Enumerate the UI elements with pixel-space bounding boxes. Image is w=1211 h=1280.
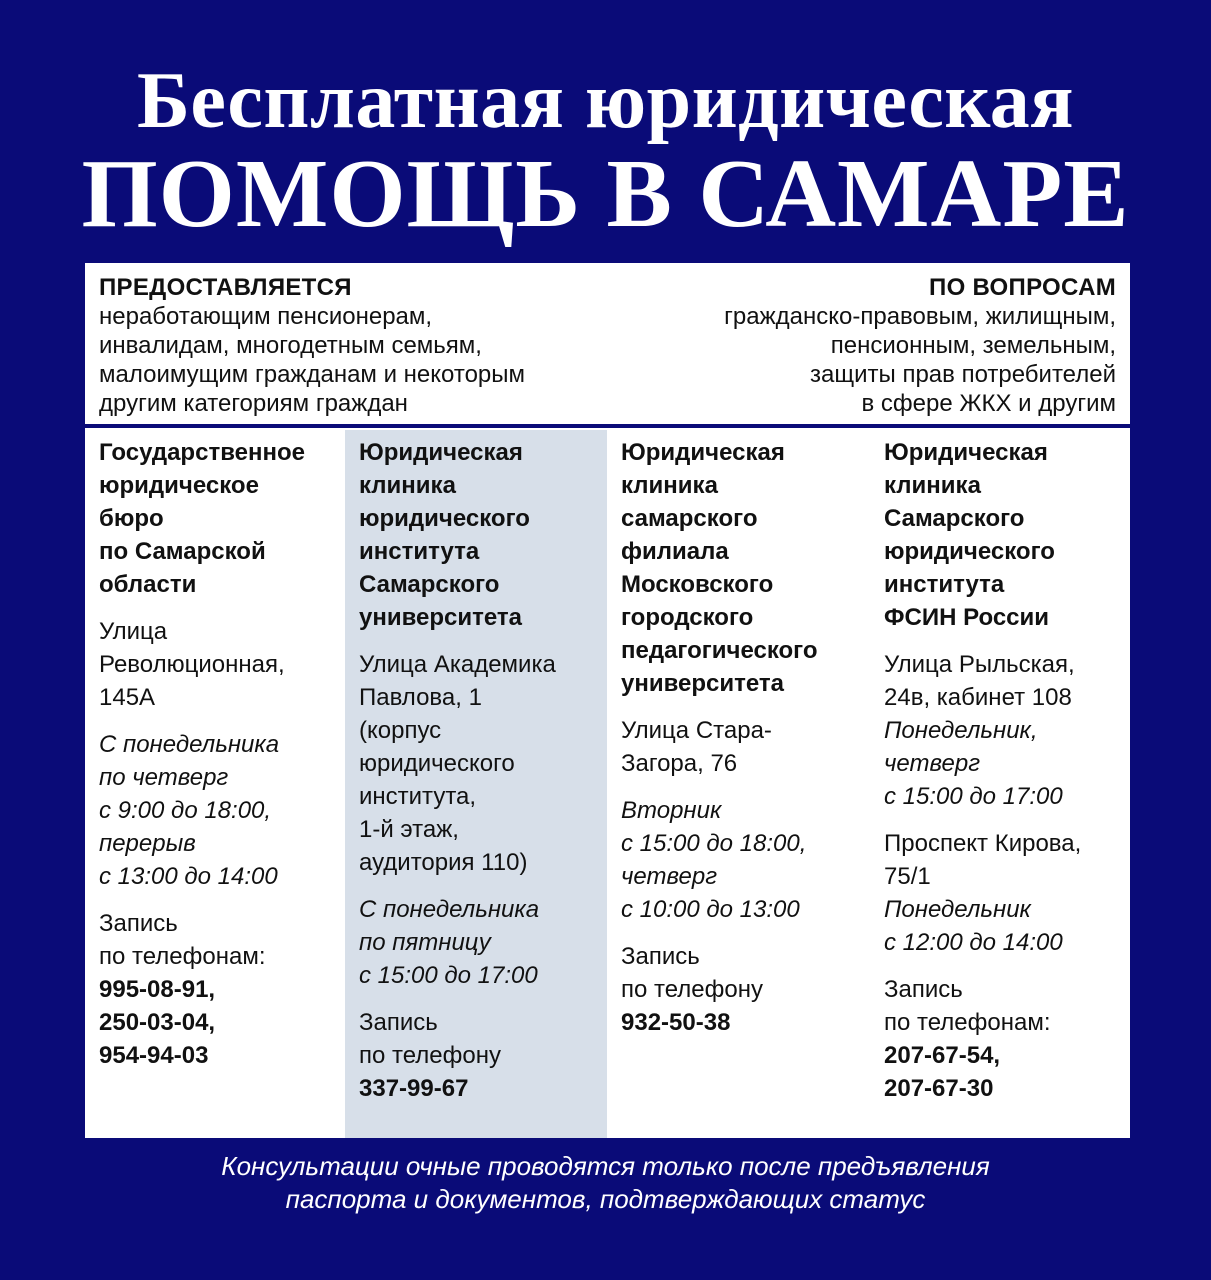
organization-name: Самарского [359, 571, 500, 598]
organization-name: университета [621, 670, 785, 697]
address: 1-й этаж, [359, 816, 459, 843]
address: Проспект Кирова, [884, 830, 1082, 857]
organization-name: педагогического [621, 637, 818, 664]
topics-heading: ПО ВОПРОСАМ [929, 274, 1116, 301]
address: аудитория 110) [359, 849, 528, 876]
organization-name: юридического [359, 505, 530, 532]
working-hours: перерыв [99, 830, 196, 857]
eligibility-line: малоимущим гражданам и некоторым [99, 361, 526, 388]
working-hours: с 15:00 до 17:00 [884, 783, 1063, 810]
organization-column [870, 430, 1130, 1138]
working-hours: с 15:00 до 17:00 [359, 962, 538, 989]
organization-name: клиника [884, 472, 981, 499]
phone-number: 954-94-03 [99, 1042, 209, 1069]
address: Революционная, [99, 651, 285, 678]
working-hours: с 15:00 до 18:00, [621, 830, 807, 857]
address: 145А [99, 684, 156, 711]
organization-name: филиала [621, 538, 729, 565]
working-hours: с 13:00 до 14:00 [99, 863, 278, 890]
footer-note-line-1: Консультации очные проводятся только после предъявления [221, 1151, 990, 1181]
organization-name: института [884, 571, 1005, 598]
organization-name: Юридическая [884, 439, 1048, 466]
address: юридического [359, 750, 515, 777]
intro-section [85, 263, 1130, 428]
phone-number: 932-50-38 [621, 1009, 731, 1036]
working-hours: Вторник [621, 797, 722, 824]
organization-name: Самарского [884, 505, 1025, 532]
address: (корпус [359, 717, 442, 744]
working-hours: четверг [884, 750, 981, 777]
record-label: по телефонам: [99, 943, 266, 970]
organization-name: юридического [884, 538, 1055, 565]
topics-line: пенсионным, земельным, [830, 332, 1116, 359]
topics-block [724, 274, 1116, 418]
working-hours: Понедельник [884, 896, 1031, 923]
eligibility-block [99, 274, 525, 418]
working-hours: с 9:00 до 18:00, [99, 797, 272, 824]
working-hours: С понедельника [99, 731, 280, 758]
topics-line: гражданско-правовым, жилищным, [724, 303, 1116, 330]
phone-number: 995-08-91, [99, 976, 216, 1003]
eligibility-heading: ПРЕДОСТАВЛЯЕТСЯ [99, 274, 352, 301]
organization-name: городского [621, 604, 754, 631]
address: Улица Академика [359, 651, 556, 678]
organization-name: университета [359, 604, 523, 631]
working-hours: С понедельника [359, 896, 540, 923]
organization-name: бюро [99, 505, 164, 532]
organizations-grid [85, 430, 1130, 1138]
record-label: по телефону [621, 976, 763, 1003]
address: института, [359, 783, 477, 810]
working-hours: с 10:00 до 13:00 [621, 896, 800, 923]
working-hours: по четверг [99, 764, 229, 791]
organization-name: Юридическая [359, 439, 523, 466]
topics-line: в сфере ЖКХ и другим [861, 390, 1116, 417]
record-label: Запись [359, 1009, 438, 1036]
organization-name: юридическое [99, 472, 259, 499]
phone-number: 337-99-67 [359, 1075, 469, 1102]
info-panel [85, 263, 1130, 1138]
address: Улица Рыльская, [884, 651, 1075, 678]
working-hours: четверг [621, 863, 718, 890]
address: Загора, 76 [621, 750, 738, 777]
record-label: Запись [621, 943, 700, 970]
address: Улица Стара- [621, 717, 772, 744]
record-label: Запись [884, 976, 963, 1003]
working-hours: с 12:00 до 14:00 [884, 929, 1063, 956]
organization-name: ФСИН России [884, 604, 1050, 631]
record-label: Запись [99, 910, 178, 937]
organization-column [345, 430, 607, 1138]
organization-name: по Самарской [99, 538, 266, 565]
topics-line: защиты прав потребителей [810, 361, 1116, 388]
address: 75/1 [884, 863, 931, 890]
record-label: по телефонам: [884, 1009, 1051, 1036]
address: Улица [99, 618, 168, 645]
organization-name: института [359, 538, 480, 565]
phone-number: 207-67-54, [884, 1042, 1001, 1069]
working-hours: Понедельник, [884, 717, 1038, 744]
organization-name: самарского [621, 505, 758, 532]
phone-number: 250-03-04, [99, 1009, 216, 1036]
organization-name: клиника [359, 472, 456, 499]
footer-note-line-2: паспорта и документов, подтверждающих статус [285, 1184, 926, 1214]
organization-name: клиника [621, 472, 718, 499]
organization-name: Государственное [99, 439, 305, 466]
organization-name: области [99, 571, 197, 598]
organization-column [85, 430, 345, 1138]
organization-name: Юридическая [621, 439, 785, 466]
title-line-2: ПОМОЩЬ В САМАРЕ [81, 140, 1130, 248]
title-line-1: Бесплатная юридическая [136, 57, 1074, 145]
phone-number: 207-67-30 [884, 1075, 994, 1102]
organization-column [607, 430, 870, 1138]
working-hours: по пятницу [359, 929, 491, 956]
address: Павлова, 1 [359, 684, 482, 711]
eligibility-line: инвалидам, многодетным семьям, [99, 332, 482, 359]
address: 24в, кабинет 108 [884, 684, 1072, 711]
eligibility-line: неработающим пенсионерам, [99, 303, 433, 330]
eligibility-line: другим категориям граждан [99, 390, 408, 417]
record-label: по телефону [359, 1042, 501, 1069]
organization-name: Московского [621, 571, 774, 598]
